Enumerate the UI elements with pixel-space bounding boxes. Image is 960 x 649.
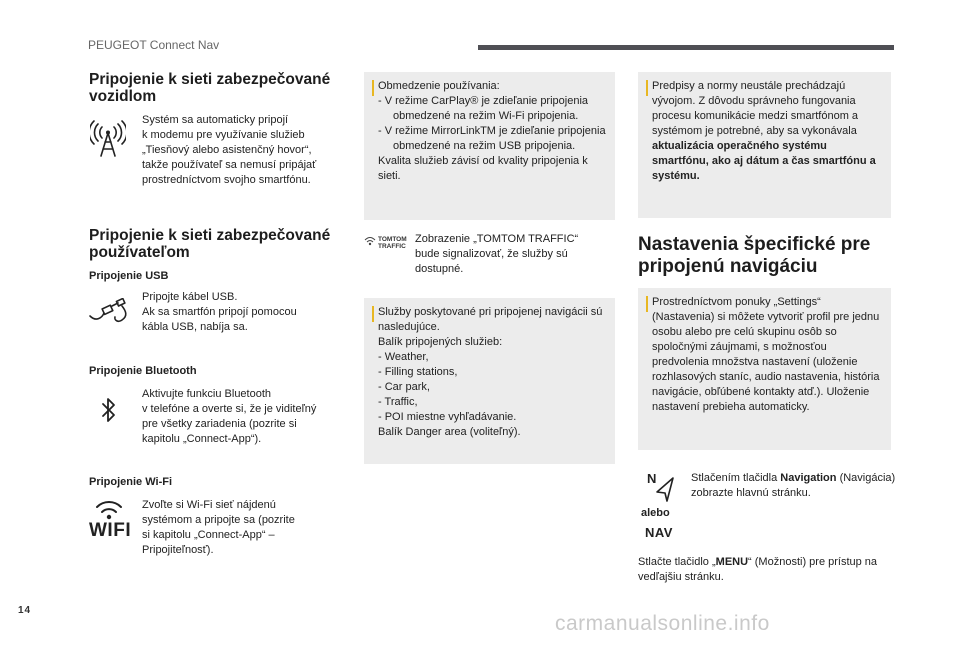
- note-settings-profile-text: Prostredníctvom ponuky „Settings“ (Nastavenia) si môžete vytvoriť profil pre jednu osobu alebo pre celú skupinu osôb so spoločnými záujmami, s možnosťou predvolenia množstva nastavení (uloženie rozhlasových staníc, audio nastavenia, história navigácie, obľúbené kontakty atď.). Uloženie nastavení prebieha automaticky.: [652, 296, 880, 413]
- wifi-text: Zvoľte si Wi-Fi sieť nájdenú systémom a pripojte sa (pozrite si kapitolu „Connect-App“ – Pripojiteľnosť).: [142, 499, 295, 556]
- note-accent-bar: [372, 80, 374, 96]
- page-number: 14: [18, 605, 32, 616]
- menu-text: Stlačte tlačidlo „MENU“ (Možnosti) pre prístup na vedľajšiu stránku.: [638, 556, 878, 583]
- vehicle-connection-text: Systém sa automaticky pripojí k modemu pre využívanie služieb „Tiesňový alebo asistenčný hovor“, takže používateľ sa nemusí pripájať prostredníctvom svojho smartfónu.: [142, 114, 317, 186]
- usb-text: Pripojte kábel USB. Ak sa smartfón pripojí pomocou kábla USB, nabíja sa.: [142, 291, 297, 333]
- watermark: carmanualsonline.info: [555, 612, 770, 635]
- tomtom-text: Zobrazenie „TOMTOM TRAFFIC“ bude signalizovať, že služby sú dostupné.: [415, 233, 579, 275]
- wifi-icon: [94, 498, 124, 520]
- note-accent-bar: [646, 296, 648, 312]
- usb-cable-icon: [88, 298, 130, 324]
- note-usage-limits-text: Obmedzenie používania: - V režime CarPlay® je zdieľanie pripojenia obmedzené na režim Wi-Fi pripojenia. - V režime MirrorLinkTM je zdieľanie pripojenia obmedzené na režim USB pripojenia. Kvalita služieb závisí od kvality pripojenia k sieti.: [378, 80, 606, 182]
- note-accent-bar: [372, 306, 374, 322]
- bluetooth-text: Aktivujte funkciu Bluetooth v telefóne a overte si, že je viditeľný pre všetky zariadenia (pozrite si kapitolu „Connect-App“).: [142, 388, 317, 445]
- bluetooth-heading: Pripojenie Bluetooth: [89, 365, 197, 377]
- or-label: alebo: [641, 507, 670, 519]
- wifi-icon-label: WIFI: [89, 520, 132, 541]
- section-title-user-connection: Pripojenie k sieti zabezpečované používateľom: [89, 227, 331, 261]
- section-title-nav-settings: Nastavenia špecifické pre pripojenú navigáciu: [638, 234, 871, 277]
- section-title-vehicle-connection: Pripojenie k sieti zabezpečované vozidlom: [89, 71, 331, 105]
- note-accent-bar: [646, 80, 648, 96]
- note-connected-services: [364, 298, 615, 464]
- nav-north-letter: N: [647, 471, 657, 486]
- note-regulations-text: Predpisy a normy neustále prechádzajú vývojom. Z dôvodu správneho fungovania procesu komunikácie medzi smartfónom a systémom je potrebné, aby sa vykonávala aktualizácia operačného systému smartfónu, ako aj dátum a čas smartfónu a systému.: [652, 80, 876, 182]
- navigation-arrow-icon: [647, 472, 677, 502]
- wifi-heading: Pripojenie Wi-Fi: [89, 476, 173, 488]
- usb-heading: Pripojenie USB: [89, 270, 169, 282]
- note-regulations: [638, 72, 891, 218]
- navigation-text: Stlačením tlačidla Navigation (Navigácia) zobrazte hlavnú stránku.: [691, 472, 896, 499]
- cell-tower-icon: [90, 118, 126, 158]
- nav-button-label: NAV: [645, 525, 673, 540]
- header-bar: [478, 45, 894, 50]
- note-usage-limits: [364, 72, 615, 220]
- note-settings-profile: [638, 288, 891, 450]
- tomtom-logo-icon: [364, 236, 376, 248]
- header-title: PEUGEOT Connect Nav: [88, 38, 220, 52]
- bluetooth-icon: [101, 396, 117, 424]
- note-connected-services-text: Služby poskytované pri pripojenej navigácii sú nasledujúce. Balík pripojených služieb: - Weather, - Filling stations, - Car park, - Traffic, - POI miestne vyhľadávanie. Balík Danger area (voliteľný).: [378, 306, 603, 438]
